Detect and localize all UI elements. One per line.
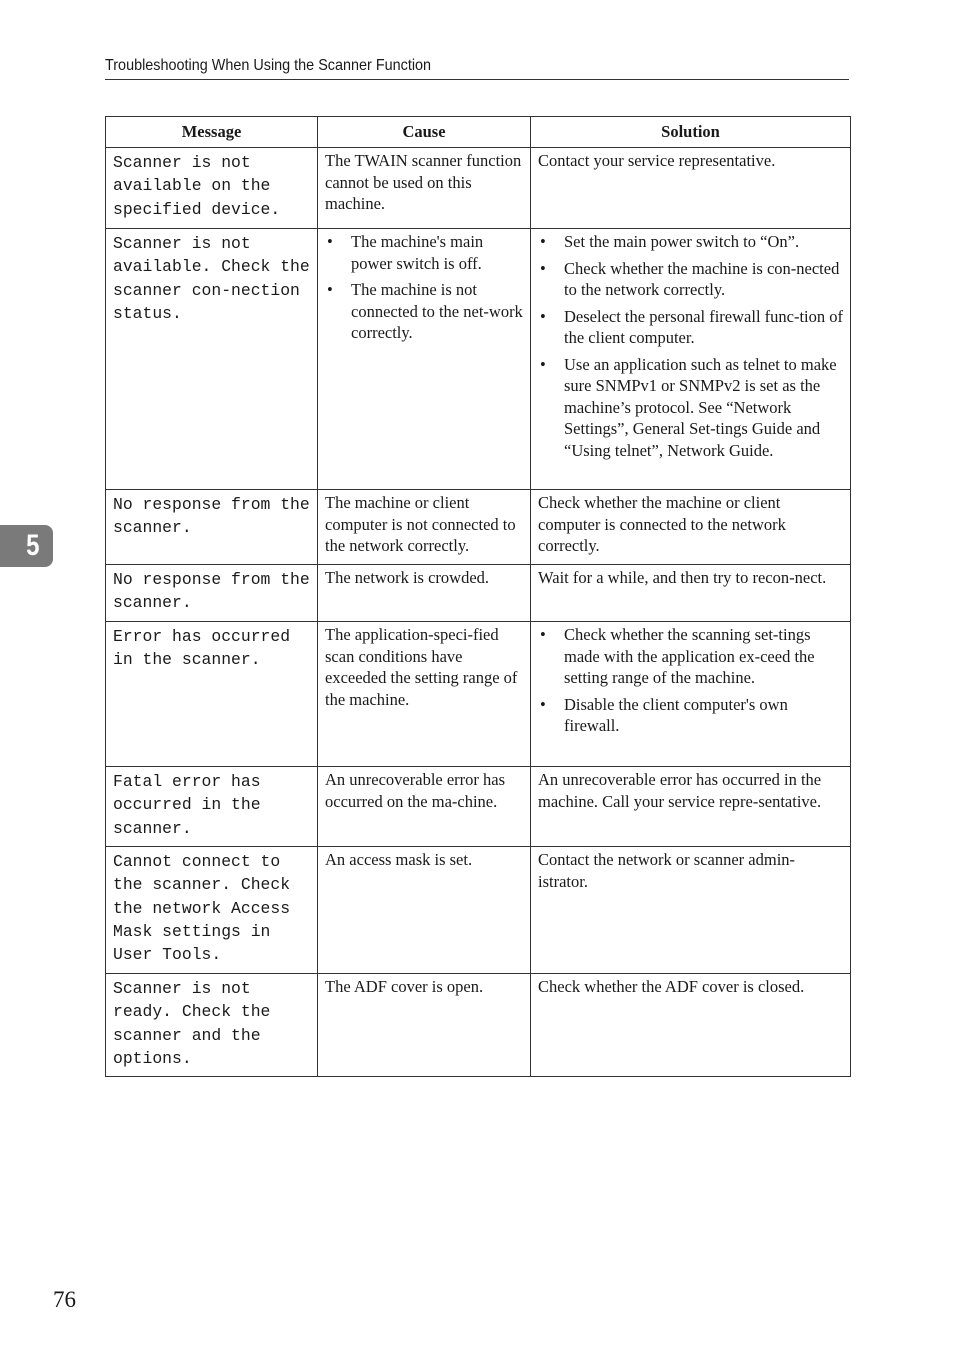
solution-list-item: • Check whether the scanning set-tings made with the application ex-ceed the setting range of the machine. bbox=[538, 624, 844, 689]
table-row bbox=[106, 490, 851, 565]
solution-text: Contact your service representative. bbox=[538, 151, 776, 170]
solution-cell bbox=[531, 847, 851, 974]
chapter-number: 5 bbox=[26, 529, 40, 562]
cause-text: The application-speci-fied scan conditions have exceeded the setting range of the machine. bbox=[325, 625, 518, 709]
cause-text: The network is crowded. bbox=[325, 568, 490, 587]
cause-cell bbox=[318, 565, 531, 622]
table-row bbox=[106, 565, 851, 622]
running-header: Troubleshooting When Using the Scanner Function bbox=[105, 57, 432, 74]
table-row bbox=[106, 622, 851, 767]
solution-text: An unrecoverable error has occurred in the machine. Call your service repre-sentative. bbox=[538, 770, 822, 811]
solution-list-item: • Use an application such as telnet to make sure SNMPv1 or SNMPv2 is set as the machine’s protocol. See “Network Settings”, General Set-tings Guide and “Using telnet”, Network Guide. bbox=[538, 354, 844, 462]
solution-cell bbox=[531, 229, 851, 490]
solution-list-item: • Set the main power switch to “On”. bbox=[538, 231, 844, 253]
cause-list-item: • The machine's main power switch is off. bbox=[325, 231, 524, 274]
message-cell: Error has occurred in the scanner. bbox=[106, 622, 318, 767]
troubleshooting-table bbox=[105, 116, 851, 1077]
column-header-cause: Cause bbox=[318, 117, 531, 148]
message-cell: Cannot connect to the scanner. Check the network Access Mask settings in User Tools. bbox=[106, 847, 318, 974]
table-row bbox=[106, 767, 851, 847]
cause-text: The ADF cover is open. bbox=[325, 977, 484, 996]
table-header-row bbox=[106, 117, 851, 148]
chapter-tab bbox=[0, 525, 53, 567]
solution-cell bbox=[531, 490, 851, 565]
cause-text: The TWAIN scanner function cannot be used on this machine. bbox=[325, 151, 522, 213]
table-row bbox=[106, 847, 851, 974]
solution-text: Wait for a while, and then try to recon-nect. bbox=[538, 568, 827, 587]
cause-text: The machine or client computer is not connected to the network correctly. bbox=[325, 493, 516, 555]
solution-cell bbox=[531, 974, 851, 1077]
cause-cell bbox=[318, 622, 531, 767]
cause-text: An unrecoverable error has occurred on the ma-chine. bbox=[325, 770, 506, 811]
solution-text: Check whether the ADF cover is closed. bbox=[538, 977, 805, 996]
message-cell: Fatal error has occurred in the scanner. bbox=[106, 767, 318, 847]
table-row bbox=[106, 148, 851, 229]
page-number: 76 bbox=[53, 1287, 76, 1312]
cause-cell bbox=[318, 974, 531, 1077]
cause-list bbox=[325, 231, 524, 344]
column-header-message: Message bbox=[106, 117, 318, 148]
solution-list-item: • Disable the client computer's own firewall. bbox=[538, 694, 844, 737]
solution-cell bbox=[531, 767, 851, 847]
cause-cell bbox=[318, 148, 531, 229]
solution-cell bbox=[531, 565, 851, 622]
cause-list-item: • The machine is not connected to the net-work correctly. bbox=[325, 279, 524, 344]
solution-cell bbox=[531, 148, 851, 229]
solution-text: Contact the network or scanner admin-istrator. bbox=[538, 850, 796, 891]
cause-text: An access mask is set. bbox=[325, 850, 473, 869]
solution-text: Check whether the machine or client computer is connected to the network correctly. bbox=[538, 493, 786, 555]
cause-cell bbox=[318, 229, 531, 490]
message-cell: Scanner is not available on the specified device. bbox=[106, 148, 318, 229]
cause-cell bbox=[318, 490, 531, 565]
solution-list-item: • Check whether the machine is con-nected to the network correctly. bbox=[538, 258, 844, 301]
cause-cell bbox=[318, 847, 531, 974]
message-cell: No response from the scanner. bbox=[106, 490, 318, 565]
table-body bbox=[106, 148, 851, 1077]
cause-cell bbox=[318, 767, 531, 847]
solution-list bbox=[538, 231, 844, 461]
header-rule bbox=[105, 79, 849, 80]
solution-cell bbox=[531, 622, 851, 767]
message-cell: Scanner is not ready. Check the scanner and the options. bbox=[106, 974, 318, 1077]
message-cell: Scanner is not available. Check the scanner con-nection status. bbox=[106, 229, 318, 490]
table-row bbox=[106, 974, 851, 1077]
solution-list bbox=[538, 624, 844, 737]
column-header-solution: Solution bbox=[531, 117, 851, 148]
solution-list-item: • Deselect the personal firewall func-tion of the client computer. bbox=[538, 306, 844, 349]
table-row bbox=[106, 229, 851, 490]
message-cell: No response from the scanner. bbox=[106, 565, 318, 622]
